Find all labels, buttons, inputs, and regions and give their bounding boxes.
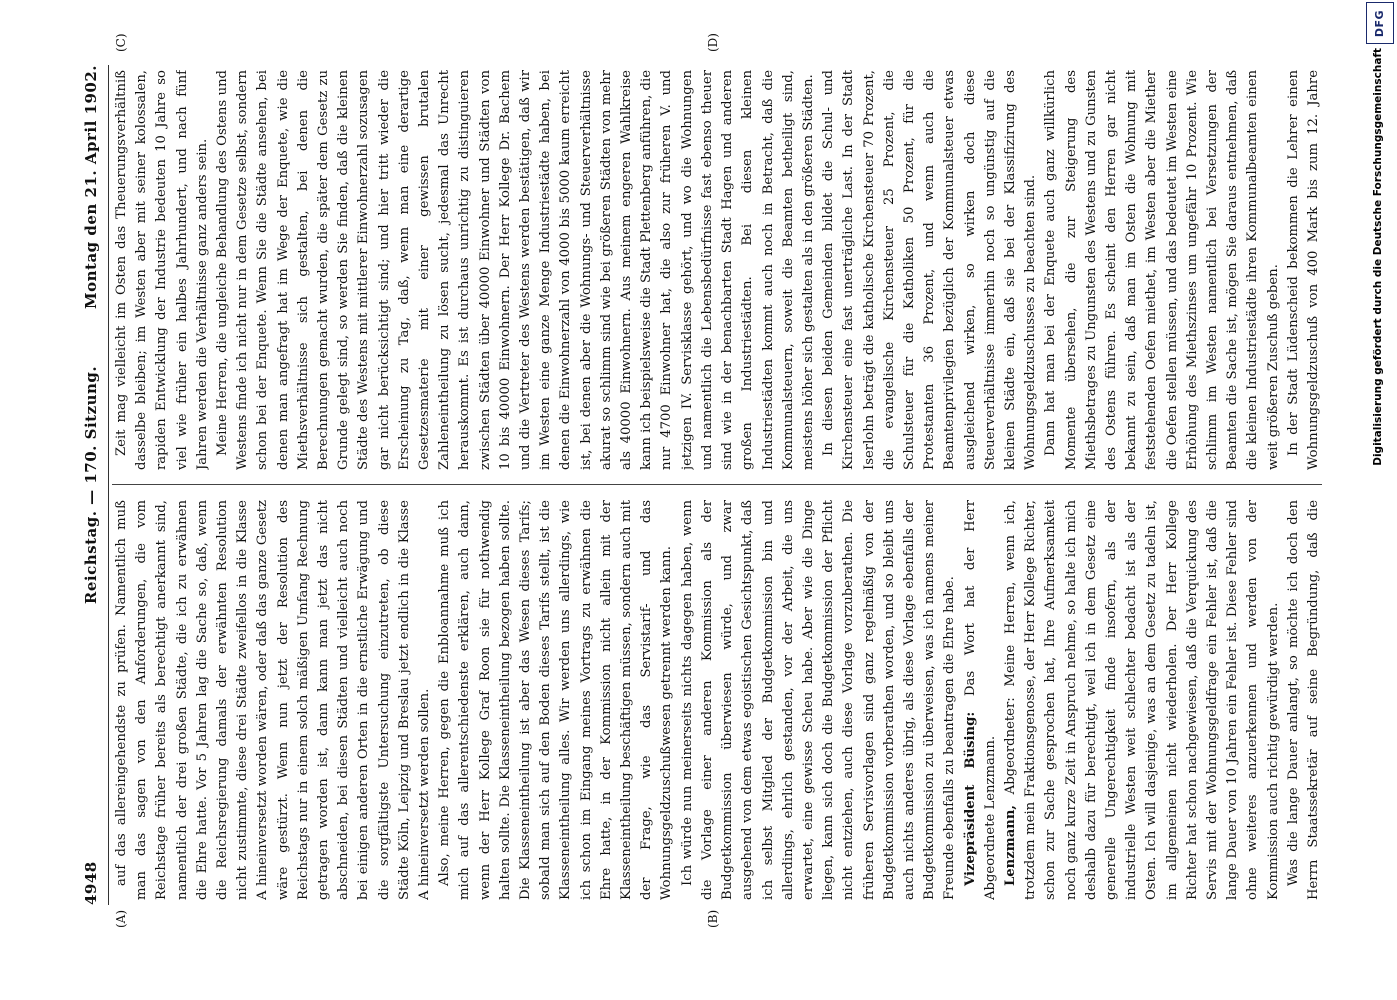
paragraph	[819, 70, 1041, 470]
paragraph	[1001, 500, 1284, 900]
paragraph-text: Das Wort hat der Herr Abgeordnete Lenzmann.	[962, 500, 998, 900]
right-column	[112, 70, 1322, 470]
paragraph-text: auf das allereingehendste zu prüfen. Namentlich muß man das sagen von den Anforderungen, die vom Reichstage früher bereits als berechtigt anerkannt sind, namentlich der drei großen Städte, die ich zu erwähnen die Ehre hatte. Vor 5 Jahren lag die Sache so, daß, wenn die Reichsregierung damals der erwähnten Resolution nicht zustimmte, diese drei Städte zweifellos in die Klasse A hineinversetzt worden wären, oder daß das ganze Gesetz wäre gestürzt. Wenn nun jetzt der Resolution des Reichstags nur in einem solch mäßigen Umfang Rechnung getragen worden ist, dann kann man jetzt das nicht abschneiden, bei diesen Städten und vielleicht auch noch bei einigen anderen Orten in die ernstliche Erwägung und die sorgfältigste Untersuchung einzutreten, ob diese Städte Köln, Leipzig und Breslau jetzt endlich in die Klasse A hineinversetzt werden sollen.	[114, 500, 433, 900]
left-column	[112, 500, 1322, 900]
paragraph-text: Ich würde nun meinerseits nichts dagegen haben, wenn die Vorlage einer anderen Kommission als der Budgetkommission überwiesen würde, und zwar ausgehend von dem etwas egoistischen Gesichtspunkt, daß ich selbst Mitglied der Budgetkommission bin und allerdings, ehrlich gestanden, vor der Arbeit, die uns erwartet, eine gewisse Scheu habe. Aber wie die Dinge liegen, kann sich doch die Budgetkommission der Pflicht nicht entziehen, auch diese Vorlage vorzuberathen. Die früheren Servisvorlagen sind ganz regelmäßig von der Budgetkommission vorberathen worden, und so bleibt uns auch nichts anderes übrig, als diese Vorlage ebenfalls der Budgetkommission zu überweisen, was ich namens meiner Freunde ebenfalls zu beantragen die Ehre habe.	[679, 500, 958, 900]
dfg-credit-text: Digitalisierung gefördert durch die Deutsche Forschungsgemeinschaft	[1372, 48, 1384, 466]
paragraph	[961, 500, 1001, 900]
dfg-sidebar	[1362, 0, 1397, 1000]
page-number: 4948	[82, 861, 100, 905]
header-rule	[108, 65, 109, 905]
paragraph	[112, 70, 213, 470]
paragraph-text: Was die lange Dauer anlangt, so möchte ich doch den Herrn Staatssekretär auf seine Begründung, daß die	[1285, 500, 1321, 900]
paragraph-text: In der Stadt Lüdenscheid bekommen die Lehrer einen Wohnungsgeldzuschuß von 400 Mark bis zum 12. Jahre	[1285, 70, 1321, 470]
paragraph	[1284, 500, 1322, 900]
dfg-logo-text: DFG	[1373, 9, 1387, 37]
paragraph	[435, 500, 677, 900]
margin-letter-a: (A)	[114, 909, 128, 928]
paragraph-text: Abgeordneter: Meine Herren, wenn ich, trotzdem mein Fraktionsgenosse, der Herr Kollege Richter, schon zur Sache gesprochen hat, Ihre Aufmerksamkeit noch ganz kurze Zeit in Anspruch nehme, so halte ich mich deshalb dazu für berechtigt, weil ich in dem Gesetz eine generelle Ungerechtigkeit finde insofern, als der industrielle Westen weit schlechter bedacht ist als der Osten. Ich will dasjenige, was an dem Gesetz zu tadeln ist, im allgemeinen nicht wiederholen. Der Herr Kollege Richter hat schon nachgewiesen, daß die Verquickung des Servis mit der Wohnungsgeldfrage ein Fehler ist, daß die lange Dauer von 10 Jahren ein Fehler ist. Diese Fehler sind ohne weiteres anzuerkennen und werden von der Kommission auch richtig gewürdigt werden.	[1002, 500, 1281, 900]
paragraph-text: In diesen beiden Gemeinden bildet die Schul- und Kirchensteuer eine fast unerträgliche Last. In der Stadt Iserlohn beträgt die katholische Kirchensteuer 70 Prozent, die evangelische Kirchensteuer 25 Prozent, die Schulsteuer für die Katholiken 50 Prozent, für die Protestanten 36 Prozent, und wenn auch die Beamtenprivilegien bezüglich der Kommunalsteuer etwas ausgleichend wirken, so wirken doch diese Steuerverhältnisse immerhin noch so ungünstig auf die kleinen Städte ein, daß sie bei der Klassifizirung des Wohnungsgeldzuschusses zu beachten sind.	[821, 70, 1039, 470]
margin-letter-b: (B)	[706, 909, 720, 928]
paragraph-text: Also, meine Herren, gegen die Enbloannahme muß ich mich auf das allerentschiedenste erklären, auch dann, wenn der Herr Kollege Graf Roon sie für nothwendig halten sollte. Die Klasseneintheilung bezogen haben sollte. Die Klasseneintheilung ist aber das Wesen dieses Tarifs; sobald man sich auf den Boden dieses Tarifs stellt, ist die Klasseneintheilung alles. Wir werden uns allerdings, wie ich schon im Eingang meines Vortrags zu erwähnen die Ehre hatte, in der Kommission nicht allein mit der Klasseneintheilung beschäftigen müssen, sondern auch mit der Frage, wie das Servistarif- und das Wohnungsgeldzuschußwesen getrennt werden kann.	[437, 500, 675, 900]
paragraph	[112, 500, 435, 900]
page-header	[78, 65, 106, 905]
column-divider	[112, 484, 1322, 485]
session-date: Montag den 21. April 1902.	[82, 65, 100, 309]
paragraph	[1284, 70, 1322, 470]
dfg-logo	[1366, 2, 1394, 44]
session-title: Reichstag. — 170. Sitzung.	[82, 365, 100, 605]
paragraph	[1041, 70, 1283, 470]
paragraph	[213, 70, 819, 470]
speaker-name: Vizepräsident Büsing:	[962, 711, 978, 886]
paragraph-text: Zeit mag vielleicht im Osten das Theuerungsverhältniß dasselbe bleiben; im Westen aber mit seiner kolossalen, rapiden Entwicklung der Industrie bedeuten 10 Jahre so viel wie früher ein halbes Jahrhundert, und nach fünf Jahren werden die Verhältnisse ganz anders sein.	[114, 70, 210, 470]
margin-letter-d: (D)	[706, 33, 720, 52]
dfg-credit	[1372, 48, 1388, 988]
paragraph	[678, 500, 961, 900]
speaker-name: Lenzmann,	[1002, 804, 1018, 886]
paragraph-text: Meine Herren, die ungleiche Behandlung des Ostens und Westens finde ich nicht nur in dem Gesetze selbst, sondern schon bei der Enquete. Wenn Sie die Städte ansehen, bei denen man angefragt hat im Wege der Enquete, wie die Miethsverhältnisse sich gestalten, bei denen die Berechnungen gemacht wurden, die später dem Gesetz zu Grunde gelegt sind, so werden Sie finden, daß die kleinen Städte des Westens mit mittlerer Einwohnerzahl sozusagen gar nicht berücksichtigt sind; und hier tritt wieder die Erscheinung zu Tag, daß, wenn man eine derartige Gesetzesmaterie mit einer gewissen brutalen Zahleneintheilung zu lösen sucht, jedesmal das Unrecht herauskommt. Es ist durchaus unrichtig zu distinguieren zwischen Städten über 40000 Einwohner und Städten von 10 bis 40000 Einwohnern. Der Herr Kollege Dr. Bachem und die Vertreter des Westens werden bestätigen, daß wir im Westen eine ganze Menge Industriestädte haben, bei denen die Einwohnerzahl von 4000 bis 5000 kaum erreicht ist, bei denen aber die Wohnungs- und Steuerverhältnisse akurat so schlimm sind wie bei größeren Städten von mehr als 40000 Einwohnern. Aus meinem engeren Wahlkreise kann ich beispielsweise die Stadt Plettenberg anführen, die nur 4700 Einwohner hat, die also zur früheren V. und jetzigen IV. Servisklasse gehört, und wo die Wohnungen und namentlich die Lebensbedürfnisse fast ebenso theuer sind wie in der benachbarten Stadt Hagen und anderen großen Industriestädten. Bei diesen kleinen Industriestädten kommt auch noch in Betracht, daß die Kommunalsteuern, soweit die Beamten betheiligt sind, meistens höher sich gestalten als in den größeren Städten.	[215, 70, 816, 470]
paragraph-text: Dann hat man bei der Enquete auch ganz willkürlich Momente übersehen, die zur Steigerung des Miethsbetrages zu Ungunsten des Westens und zu Gunsten des Ostens führen. Es scheint den Herren gar nicht bekannt zu sein, daß man im Osten die Wohnung mit feststehenden Oefen miethet, im Westen aber die Miether die Oefen stellen müssen, und das bedeutet im Westen eine Erhöhung des Miethszinses um ungefähr 10 Prozent. Wie schlimm im Westen namentlich bei Versetzungen der Beamten die Sache ist, mögen Sie daraus entnehmen, daß die kleinen Industriestädte ihren Kommunalbeamten einen weit größeren Zuschuß geben.	[1043, 70, 1281, 470]
margin-letter-c: (C)	[114, 33, 128, 52]
